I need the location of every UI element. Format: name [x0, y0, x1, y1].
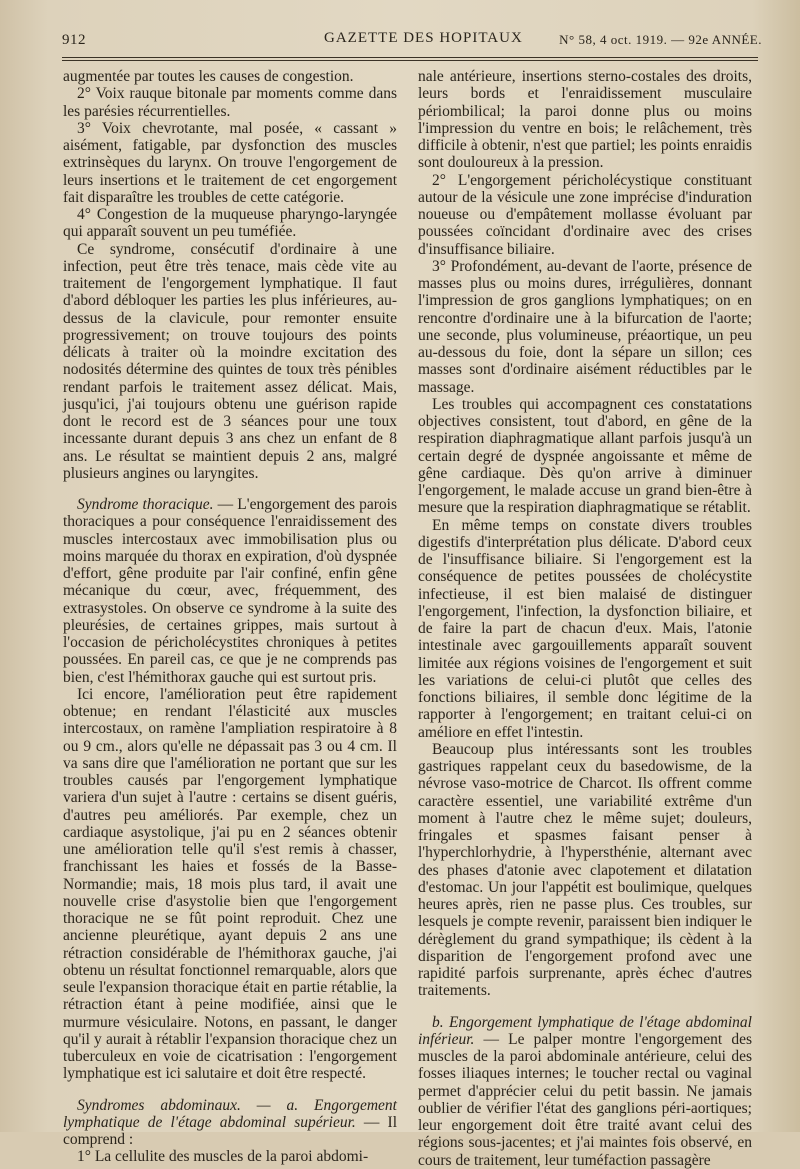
paragraph-text: Beaucoup plus intéressants sont les troubles gastriques rappelant ceux du basedowisme, de la névrose vaso-motrice de Charcot. Ils offrent comme caractère essentiel, une variabilité extrême d'un moment à l'autre chez le même sujet; douleurs, fringales et spasmes faisant penser à l'hyperchlorhydrie, à l'hypersthénie, alternant avec des phases d'atonie avec clapotement et dilatation d'estomac. Un jour l'appétit est boulimique, quelques heures après, rien ne passe plus. Ces troubles, sur lesquels je compte revenir, paraissent bien indiquer le dérèglement du grand sympathique; ils cèdent à la disparition de l'engorgement profond avec une rapidité parfois surprenante, après échec d'autres traitements.	[418, 740, 752, 1000]
section-heading: b. Engorgement lymphatique de l'étage abdominal inférieur.	[418, 1013, 752, 1048]
paragraph	[418, 172, 752, 258]
paragraph	[418, 517, 752, 741]
paragraph-text: 4° Congestion de la muqueuse pharyngo-laryngée qui apparaît souvent un peu tuméfiée.	[63, 206, 397, 241]
paragraph-text: — Il comprend :	[63, 1113, 397, 1148]
section-heading: Syndrome thoracique.	[77, 496, 214, 513]
page-number: 912	[62, 32, 86, 48]
paragraph-text: Ici encore, l'amélioration peut être rapidement obtenue; en rendant l'élasticité aux muscles intercostaux, on ramène l'ampliation respiratoire à 8 ou 9 cm., alors qu'elle ne dépassait pas 3 ou 4 cm. Il va sans dire que l'amélioration ne portant que sur les troubles causés par l'engorgement lymphatique variera d'un sujet à l'autre : certains se disent guéris, d'autres peu améliorés. Par exemple, chez un cardiaque asystolique, j'ai pu en 2 séances obtenir une amélioration telle qu'il s'est remis à chasser, franchissant les haies et fossés de la Basse-Normandie; mais, 18 mois plus tard, il avait une nouvelle crise d'asystolie bien que l'engorgement thoracique ne se fût point reproduit. Chez une ancienne pleurétique, ayant depuis 2 ans une rétraction considérable de l'hémithorax gauche, j'ai obtenu un résultat fonctionnel remarquable, alors que seule l'expansion thoracique était en partie rétablie, la rétraction étant à peine modifiée, ainsi que le murmure vésiculaire. Notons, en passant, le danger qu'il y aurait à rétablir l'expansion thoracique chez un tuberculeux en voie de cicatrisation : l'engorgement lymphatique est ici salutaire et doit être respecté.	[63, 685, 397, 1083]
paragraph	[63, 68, 397, 85]
paragraph-text: 3° Profondément, au-devant de l'aorte, présence de masses plus ou moins dures, irrégulières, donnant l'impression de gros ganglions lymphatiques; on en rencontre d'ordinaire une à la bifurcation de l'aorte; une seconde, plus volumineuse, préaortique, un peu au-dessous du foie, dont la sépare un sillon; ces masses sont d'ordinaire aisément réductibles par le massage.	[418, 257, 752, 396]
page-header	[62, 30, 762, 50]
paragraph	[63, 120, 397, 206]
journal-title: GAZETTE DES HOPITAUX	[324, 30, 523, 46]
paragraph-text: nale antérieure, insertions sterno-costales des droits, leurs bords et l'enraidissement musculaire périombilical; la paroi donne plus ou moins l'impression du ventre en bois; le relâchement, très difficile à obtenir, n'est que partiel; les points enraidis sont douloureux à la pression.	[418, 68, 752, 172]
paragraph-text: Ce syndrome, consécutif d'ordinaire à une infection, peut être très tenace, mais cède vite au traitement de l'engorgement lymphatique. Il faut d'abord débloquer les parties les plus inférieures, au-dessus de la clavicule, pour remonter ensuite progressivement; on trouve toujours des points délicats à traiter où la moindre excitation des nodosités détermine des quintes de toux très pénibles rendant parfois le traitement assez délicat. Mais, jusqu'ici, j'ai toujours obtenu une guérison rapide dont le record est de 3 séances pour une toux incessante durant depuis 3 ans chez un enfant de 8 ans. Le résultat se maintient depuis 2 ans, malgré plusieurs angines ou laryngites.	[63, 240, 397, 482]
paragraph-text: augmentée par toutes les causes de congestion.	[63, 68, 354, 85]
paragraph-text: 1° La cellulite des muscles de la paroi abdomi-	[77, 1148, 369, 1166]
paragraph-text: — Le palper montre l'engorgement des muscles de la paroi abdominale antérieure, celui des fosses iliaques internes; le toucher rectal ou vaginal permet d'apprécier celui du petit bassin. Ne jamais oublier de vérifier l'état des ganglions péri-aortiques; leur engorgement doit être traité avant celui des régions sous-jacentes; et j'ai maintes fois observé, en cours de traitement, leur tuméfaction passagère	[418, 1030, 752, 1169]
issue-info: N° 58, 4 oct. 1919. — 92e ANNÉE.	[559, 32, 762, 47]
left-column	[63, 68, 397, 1166]
paragraph	[63, 85, 397, 120]
paragraph	[418, 68, 752, 172]
paragraph-text: 2° Voix rauque bitonale par moments comme dans les parésies récurrentielles.	[63, 85, 397, 120]
paragraph-text: — L'engorgement des parois thoraciques a pour conséquence l'enraidissement des muscles intercostaux avec immobilisation plus ou moins marquée du thorax en expiration, d'où dyspnée d'effort, gêne produite par l'air confiné, enfin gêne mécanique du cœur, avec, fréquemment, des extrasystoles. On observe ce syndrome à la suite des pleurésies, de certaines grippes, mais surtout à l'occasion de péricholécystites chroniques à petites poussées. En pareil cas, ce que je ne comprends pas bien, c'est l'hémithorax gauche qui est surtout pris.	[63, 496, 397, 686]
paragraph-text: En même temps on constate divers troubles digestifs d'interprétation plus délicate. D'abord ceux de l'insuffisance biliaire. Si l'engorgement est la conséquence de petites poussées de cholécystite infectieuse, il est bien malaisé de distinguer l'engorgement, l'infection, la dysfonction biliaire, et de faire la part de chacun d'eux. Mais, l'atonie intestinale avec gargouillements apparaît souvent limitée aux régions voisines de l'engorgement et suit les variations de celui-ci plutôt que celles des fonctions biliaires, il semble donc légitime de la rapporter à l'engorgement; en traitant celui-ci on améliore en effet l'intestin.	[418, 516, 752, 741]
paragraph	[63, 206, 397, 241]
paragraph-text: 3° Voix chevrotante, mal posée, « cassant » aisément, fatigable, par dysfonction des muscles extrinsèques du larynx. On trouve l'engorgement de leurs insertions et le traitement de cet engorgement fait disparaître les troubles de cette catégorie.	[63, 119, 397, 206]
paragraph	[63, 686, 397, 1083]
paragraph	[418, 741, 752, 1000]
paragraph	[418, 396, 752, 517]
paragraph	[63, 1097, 397, 1149]
paragraph	[63, 496, 397, 686]
header-rule-double	[62, 60, 758, 61]
paragraph	[63, 241, 397, 483]
section-heading: Syndromes abdominaux. — a. Engorgement lymphatique de l'étage abdominal supérieur.	[63, 1096, 397, 1131]
paragraph	[63, 1148, 397, 1165]
paragraph-text: Les troubles qui accompagnent ces constatations objectives consistent, tout d'abord, en gêne de la respiration diaphragmatique allant parfois jusqu'à un certain degré de dyspnée angoissante et même de gêne cardiaque. Dès qu'on arrive à diminuer l'engorgement, le malade accuse un grand bien-être à mesure que la respiration diaphragmatique se rétablit.	[418, 395, 752, 517]
right-column	[418, 68, 752, 1169]
paragraph	[418, 258, 752, 396]
paragraph	[418, 1014, 752, 1169]
header-rule	[62, 57, 758, 58]
paragraph-text: 2° L'engorgement péricholécystique constituant autour de la vésicule une zone imprécise d'induration noueuse ou d'empâtement mollasse évoluant par poussées coïncidant d'ordinaire avec des crises d'insuffisance biliaire.	[418, 171, 752, 258]
